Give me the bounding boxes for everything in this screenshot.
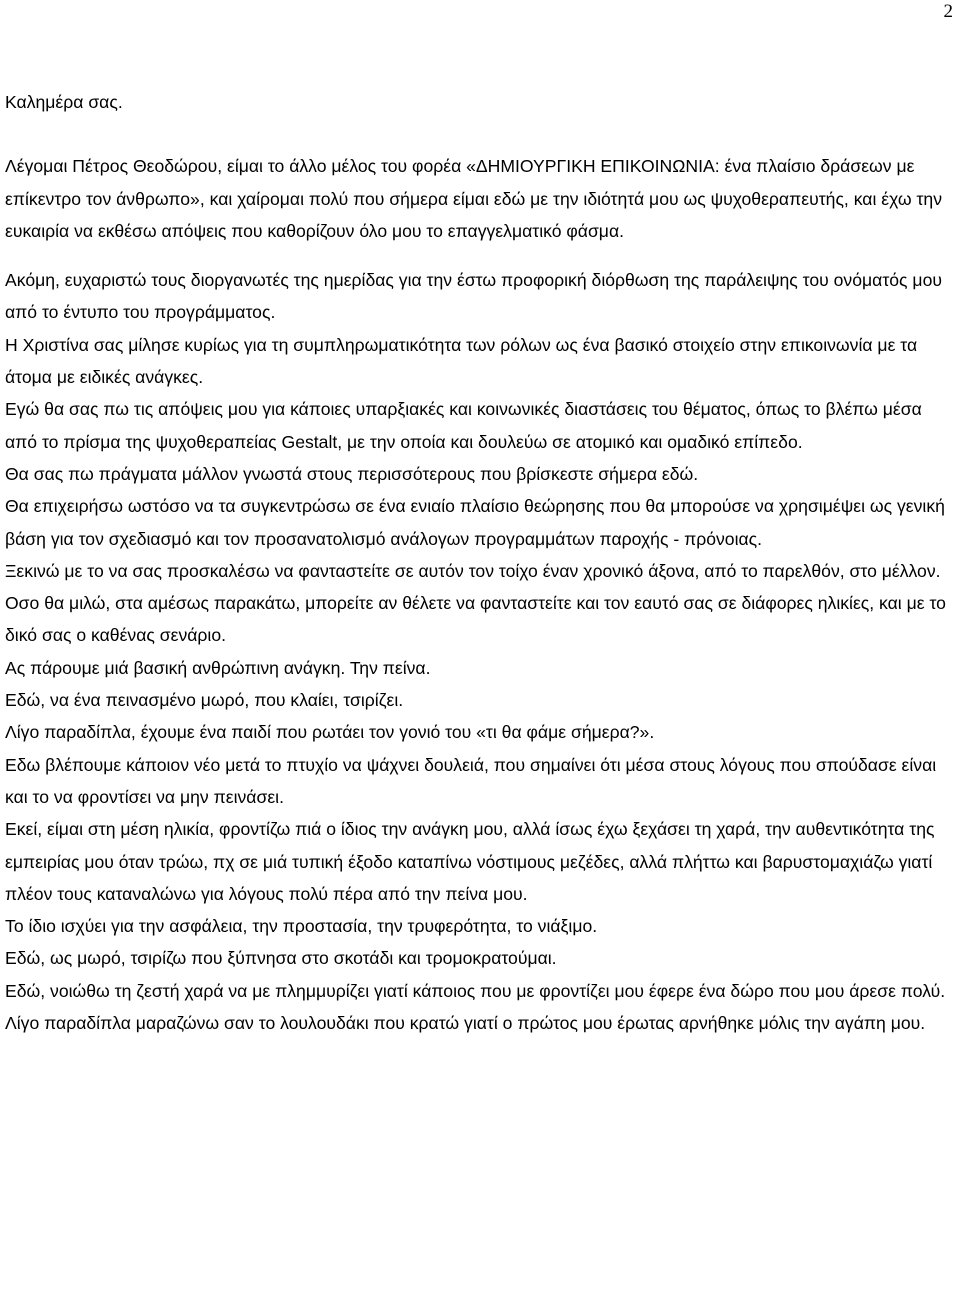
- paragraph: Εδω βλέπουμε κάποιον νέο μετά το πτυχίο να ψάχνει δουλειά, που σημαίνει ότι μέσα στους λόγους που σπούδασε είναι και το να φροντίσει να μην πεινάσει.: [5, 754, 937, 807]
- paragraph: Εδώ, νοιώθω τη ζεστή χαρά να με πλημμυρίζει γιατί κάποιος που με φροντίζει μου έφερε ένα δώρο που μου άρεσε πολύ.: [5, 980, 946, 1001]
- paragraph: Λίγο παραδίπλα, έχουμε ένα παιδί που ρωτάει τον γονιό του «τι θα φάμε σήμερα?».: [5, 722, 655, 743]
- paragraph: Θα σας πω πράγματα μάλλον γνωστά στους περισσότερους που βρίσκεστε σήμερα εδώ.: [5, 463, 699, 484]
- document-body: [5, 86, 955, 1039]
- paragraph: Το ίδιο ισχύει για την ασφάλεια, την προστασία, την τρυφερότητα, το νιάξιμο.: [5, 916, 598, 937]
- paragraph: Η Χριστίνα σας μίλησε κυρίως για τη συμπληρωματικότητα των ρόλων ως ένα βασικό στοιχείο στην επικοινωνία με τα άτομα με ειδικές ανάγκες.: [5, 334, 918, 388]
- paragraph-thanks: Ακόμη, ευχαριστώ τους διοργανωτές της ημερίδας για την έστω προφορική διόρθωση της παράλειψης του ονόματός μου από το έντυπο του προγράμματος.: [5, 270, 942, 323]
- greeting: Καλημέρα σας.: [5, 92, 123, 112]
- paragraph: Εκεί, είμαι στη μέση ηλικία, φροντίζω πιά ο ίδιος την ανάγκη μου, αλλά ίσως έχω ξεχάσει τη χαρά, την αυθεντικότητα της εμπειρίας μου όταν τρώω, πχ σε μιά τυπική έξοδο καταπίνω νόστιμους μεζέδες, αλλά πλήττω και βαρυστομαχιάζω γιατί πλέον τους καταναλώνω για λόγους πολύ πέρα από την πείνα μου.: [5, 819, 935, 904]
- paragraph: Εδώ, ως μωρό, τσιρίζω που ξύπνησα στο σκοτάδι και τρομοκρατούμαι.: [5, 948, 557, 969]
- paragraph: Ξεκινώ με το να σας προσκαλέσω να φανταστείτε σε αυτόν τον τοίχο έναν χρονικό άξονα, από το παρελθόν, στο μέλλον.: [5, 560, 941, 581]
- paragraph: Οσο θα μιλώ, στα αμέσως παρακάτω, μπορείτε αν θέλετε να φανταστείτε και τον εαυτό σας σε διάφορες ηλικίες, και με το δικό σας ο καθένας σενάριο.: [5, 593, 946, 646]
- paragraph: Θα επιχειρήσω ωστόσο να τα συγκεντρώσω σε ένα ενιαίο πλαίσιο θεώρησης που θα μπορούσε να χρησιμέψει ως γενική βάση για τον σχεδιασμό και τον προσανατολισμό ανάλογων προγραμμάτων παροχής - πρόνοιας.: [5, 496, 945, 549]
- paragraph: Εδώ, να ένα πεινασμένο μωρό, που κλαίει, τσιρίζει.: [5, 690, 404, 711]
- page-number: 2: [943, 1, 953, 22]
- paragraph: Εγώ θα σας πω τις απόψεις μου για κάποιες υπαρξιακές και κοινωνικές διαστάσεις του θέματος, όπως το βλέπω μέσα από το πρίσμα της ψυχοθεραπείας Gestalt, με την οποία και δουλεύω σε ατομικό και ομαδικό επίπεδο.: [5, 399, 922, 452]
- paragraph: Λίγο παραδίπλα μαραζώνω σαν το λουλουδάκι που κρατώ γιατί ο πρώτος μου έρωτας αρνήθηκε μόλις την αγάπη μου.: [5, 1013, 926, 1034]
- paragraph-intro: Λέγομαι Πέτρος Θεοδώρου, είμαι το άλλο μέλος του φορέα «ΔΗΜΙΟΥΡΓΙΚΗ ΕΠΙΚΟΙΝΩΝΙΑ: ένα πλαίσιο δράσεων με επίκεντρο τον άνθρωπο», και χαίρομαι πολύ που σήμερα είμαι εδώ με την ιδιότητά μου ως ψυχοθεραπευτής, και έχω την ευκαιρία να εκθέσω απόψεις που καθορίζουν όλο μου το επαγγελματικό φάσμα.: [5, 156, 943, 241]
- paragraph: Ας πάρουμε μιά βασική ανθρώπινη ανάγκη. Την πείνα.: [5, 657, 431, 678]
